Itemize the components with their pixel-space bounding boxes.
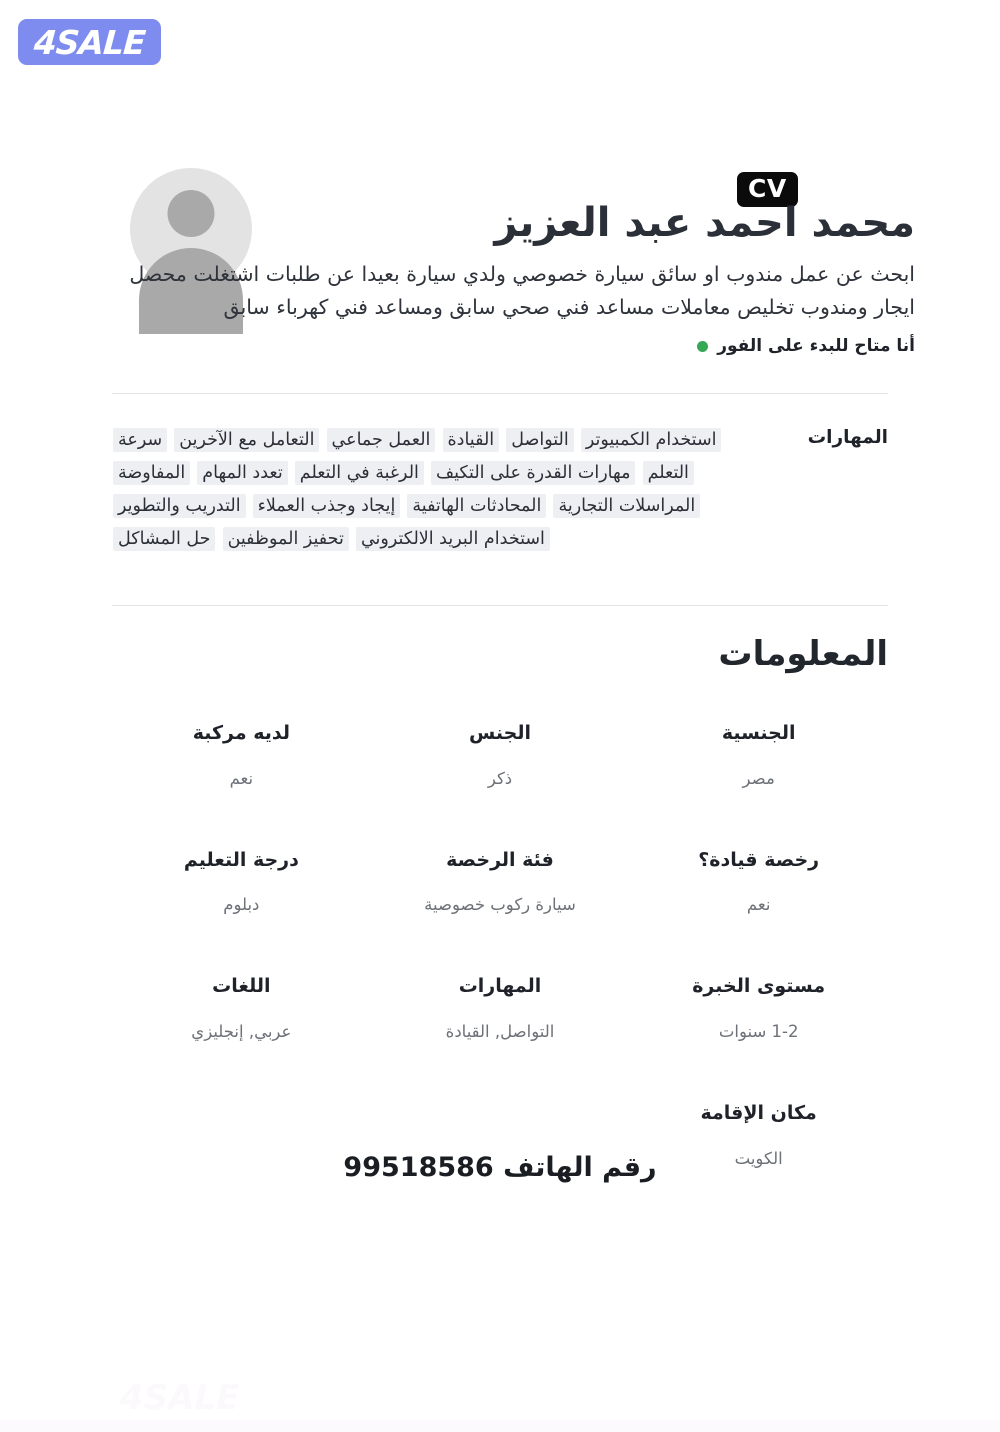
divider-bottom (112, 605, 888, 606)
info-cell (112, 722, 371, 789)
contact-cutoff-text: رقم الهاتف 99518586 (343, 1152, 657, 1183)
skill-tag: المحادثات الهاتفية (407, 494, 546, 518)
cv-badge: CV (737, 172, 798, 207)
availability-status (697, 336, 915, 356)
skill-tag: تحفيز الموظفين (223, 527, 349, 551)
skill-tag: الرغبة في التعلم (295, 461, 424, 485)
info-cell-value: دبلوم (223, 895, 260, 915)
info-cell (112, 975, 371, 1042)
info-cell-value: نعم (229, 768, 254, 788)
availability-dot-icon (697, 341, 708, 352)
info-cell-label: الجنسية (721, 722, 796, 744)
divider-top (112, 393, 888, 394)
info-cell-value: ذكر (487, 768, 513, 788)
info-cell-value: سيارة ركوب خصوصية (424, 895, 576, 915)
info-cell-value: مصر (742, 768, 775, 788)
skill-tag: مهارات القدرة على التكيف (431, 461, 635, 485)
skill-tag: إيجاد وجذب العملاء (253, 494, 401, 518)
info-cell-label: فئة الرخصة (446, 848, 554, 871)
info-cell (629, 975, 888, 1042)
info-cell (112, 849, 371, 916)
skill-tag: المراسلات التجارية (553, 494, 700, 518)
skills-label: المهارات (807, 427, 888, 448)
skill-tag: تعدد المهام (197, 461, 287, 485)
info-cell (371, 849, 630, 916)
brand-logo-text: 4SALE (32, 22, 147, 62)
info-grid (112, 722, 888, 1168)
info-cell-value: نعم (746, 895, 771, 915)
availability-label: أنا متاح للبدء على الفور (717, 336, 915, 356)
resume-header (0, 78, 1000, 246)
info-cell-label: مكان الإقامة (700, 1101, 817, 1124)
info-cell (371, 722, 630, 789)
info-cell-label: مستوى الخبرة (692, 975, 826, 998)
info-cell (371, 975, 630, 1042)
skill-tag: حل المشاكل (113, 527, 215, 551)
info-cell (629, 849, 888, 916)
skill-tag: التواصل (506, 428, 574, 452)
info-cell-label: اللغات (212, 975, 271, 998)
info-cell (629, 722, 888, 789)
skills-tag-list (112, 424, 736, 556)
skill-tag: استخدام البريد الالكتروني (356, 527, 550, 551)
info-cell-label: درجة التعليم (183, 848, 299, 871)
info-cell-value: التواصل, القيادة (445, 1021, 555, 1041)
info-cell-value: الكويت (734, 1148, 783, 1168)
info-cell-label: رخصة قيادة؟ (698, 848, 820, 871)
bio-summary: ابحث عن عمل مندوب او سائق سيارة خصوصي ولدي سيارة بعيدا عن طلبات اشتغلت محصل ايجار ومندوب تخليص معاملات مساعد فني صحي سابق ومساعد فني كهرباء سابق (129, 262, 915, 320)
skill-tag: التدريب والتطوير (113, 494, 246, 518)
brand-logo-4sale[interactable] (18, 19, 161, 65)
skill-tag: العمل جماعي (327, 428, 436, 452)
info-cell-label: لديه مركبة (192, 722, 290, 744)
info-cell-label: المهارات (458, 975, 542, 998)
skill-tag: سرعة التعلم (113, 428, 694, 485)
page-bottom-edge (0, 1420, 1000, 1432)
skill-tag: المفاوضة (113, 461, 190, 485)
watermark: 4SALE (120, 1378, 240, 1418)
info-cell-value: عربي, إنجليزي (191, 1021, 292, 1041)
avatar-head-shape (168, 190, 215, 237)
info-cell-label: الجنس (469, 722, 531, 744)
candidate-name-text: محمد احمد عبد العزيز (494, 200, 915, 246)
info-section-title: المعلومات (718, 634, 888, 674)
info-cell-value: 1-2 سنوات (718, 1021, 799, 1041)
skill-tag: التعامل مع الآخرين (174, 428, 319, 452)
skill-tag: استخدام الكمبيوتر (581, 428, 722, 452)
skill-tag: القيادة (443, 428, 500, 452)
